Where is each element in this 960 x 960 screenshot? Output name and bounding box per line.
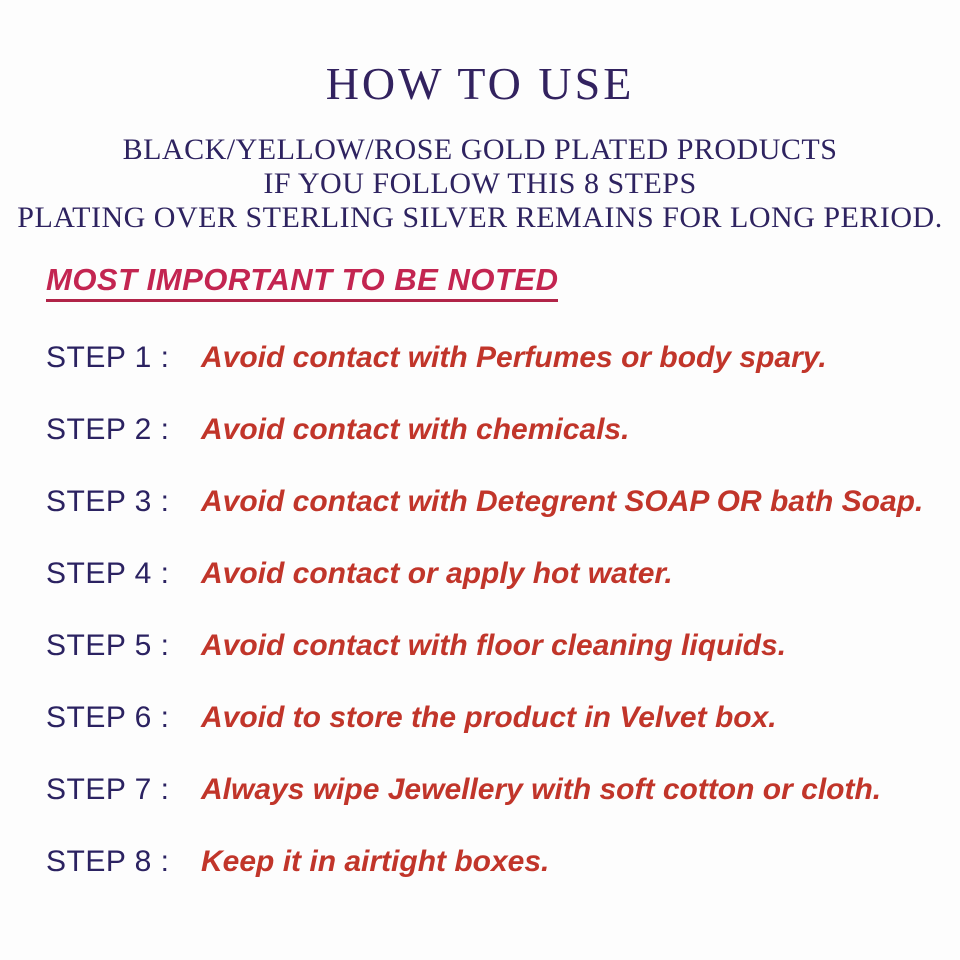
step-text: Avoid to store the product in Velvet box.	[201, 701, 777, 734]
step-text: Always wipe Jewellery with soft cotton or cloth.	[201, 773, 882, 806]
step-row-8	[46, 844, 960, 879]
step-label: STEP 1 :	[46, 341, 170, 374]
step-text: Avoid contact or apply hot water.	[201, 557, 673, 590]
subtitle-line-3: PLATING OVER STERLING SILVER REMAINS FOR LONG PERIOD.	[17, 201, 943, 234]
step-label: STEP 8 :	[46, 845, 170, 878]
step-label: STEP 5 :	[46, 629, 170, 662]
step-row-7	[46, 772, 960, 807]
step-label: STEP 7 :	[46, 773, 170, 806]
step-row-6	[46, 700, 960, 735]
step-label: STEP 3 :	[46, 485, 170, 518]
step-text: Avoid contact with floor cleaning liquids.	[201, 629, 787, 662]
step-text: Keep it in airtight boxes.	[201, 845, 550, 878]
step-row-5	[46, 628, 960, 663]
page-title: HOW TO USE	[325, 58, 635, 109]
subtitle-line-1: BLACK/YELLOW/ROSE GOLD PLATED PRODUCTS	[122, 133, 838, 166]
step-row-2	[46, 412, 960, 447]
step-text: Avoid contact with chemicals.	[201, 413, 630, 446]
steps-list	[46, 340, 960, 879]
step-label: STEP 4 :	[46, 557, 170, 590]
section-heading-row	[46, 263, 960, 302]
step-row-4	[46, 556, 960, 591]
step-text: Avoid contact with Perfumes or body spary.	[201, 341, 827, 374]
subtitle-line-2: IF YOU FOLLOW THIS 8 STEPS	[263, 167, 697, 200]
step-label: STEP 2 :	[46, 413, 170, 446]
step-text: Avoid contact with Detegrent SOAP OR bath Soap.	[201, 485, 924, 518]
step-label: STEP 6 :	[46, 701, 170, 734]
step-row-1	[46, 340, 960, 375]
subtitle-block	[0, 133, 960, 235]
step-row-3	[46, 484, 960, 519]
section-heading: MOST IMPORTANT TO BE NOTED	[46, 263, 558, 302]
